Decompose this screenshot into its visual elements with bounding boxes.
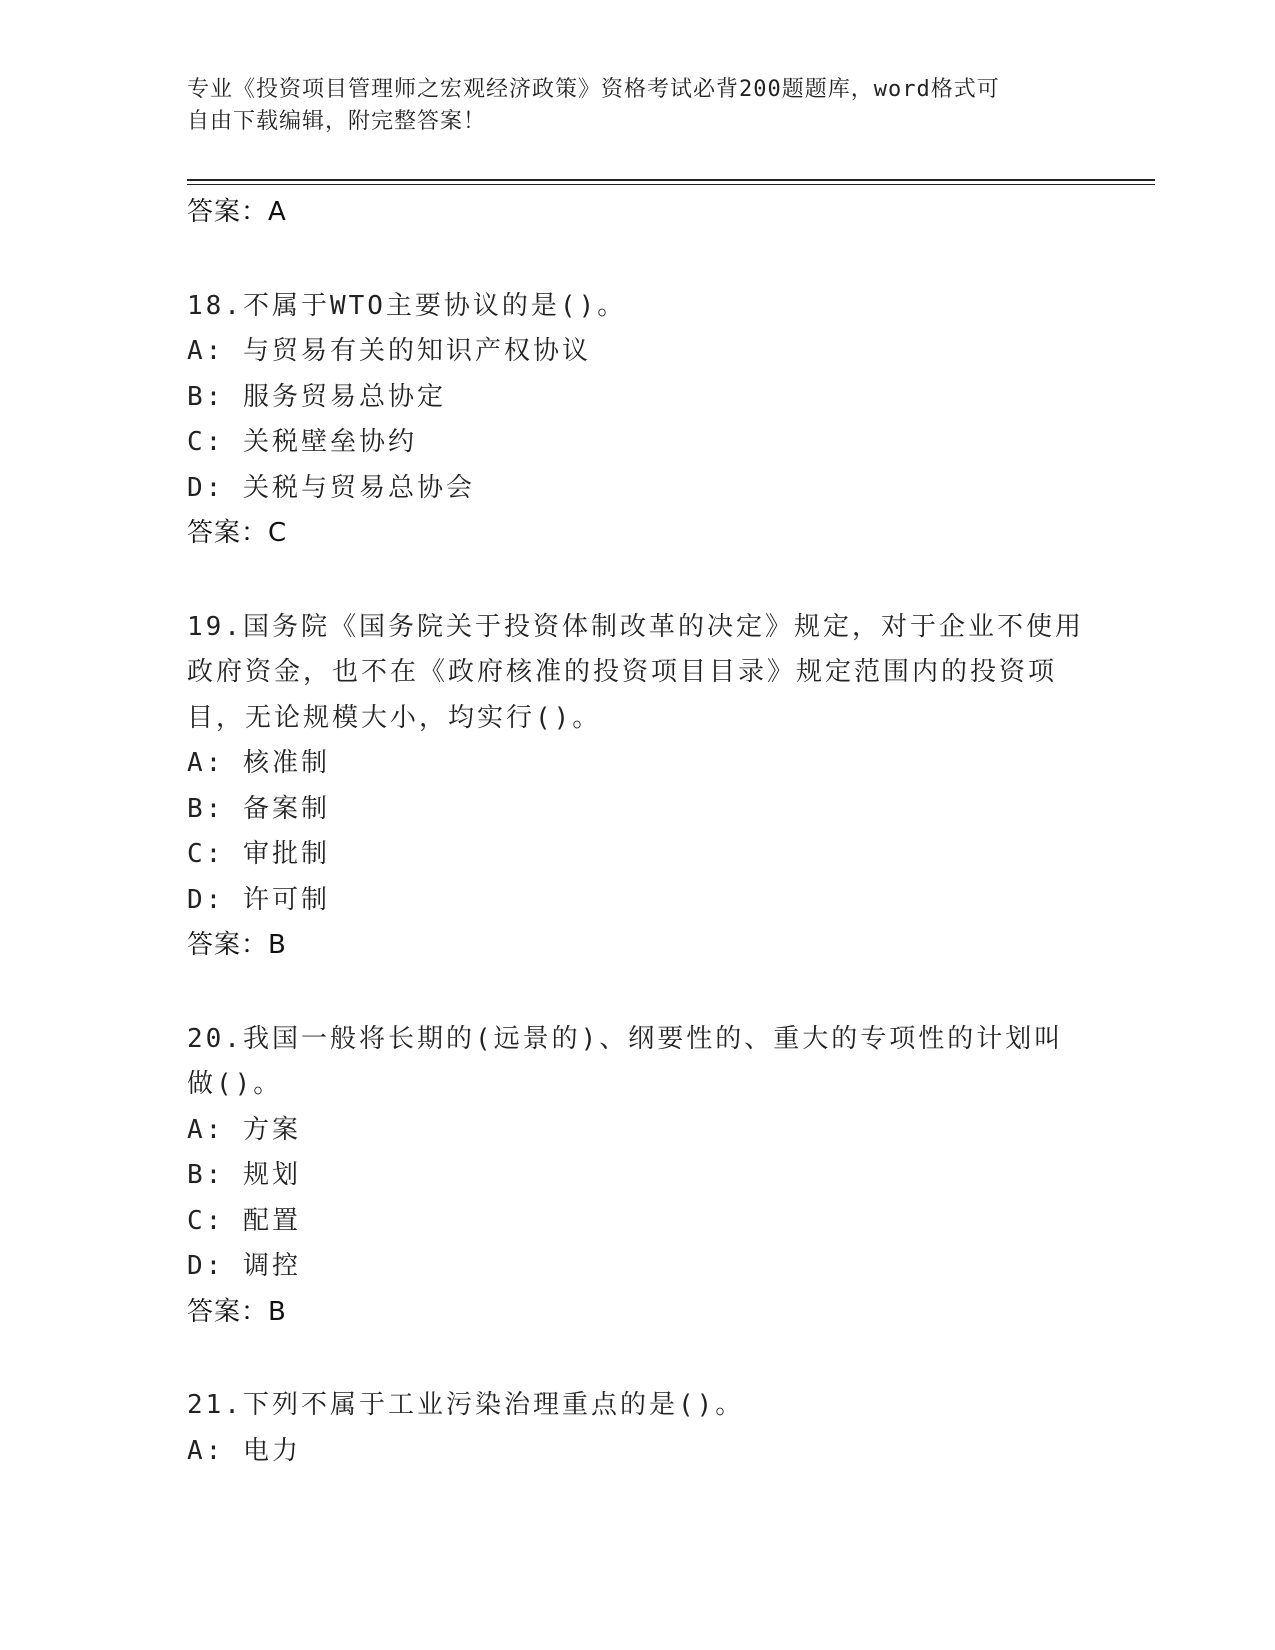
- question-stem: 20.我国一般将长期的(远景的)、纲要性的、重大的专项性的计划叫做()。: [187, 1023, 1064, 1099]
- question-stem: 19.国务院《国务院关于投资体制改革的决定》规定，对于企业不使用政府资金，也不在《政府核准的投资项目目录》规定范围内的投资项目，无论规模大小，均实行()。: [187, 611, 1084, 733]
- question-list: [187, 190, 1087, 1474]
- header-title-line-2: 自由下载编辑，附完整答案！: [187, 109, 487, 134]
- question-item: [187, 284, 1087, 557]
- option-a: A: 电力: [187, 1435, 301, 1466]
- spacer: [187, 236, 1087, 284]
- option-a: A: 核准制: [187, 748, 330, 778]
- answer-line: 答案：B: [187, 1296, 287, 1327]
- answer-line: 答案：A: [187, 197, 287, 227]
- option-b: B: 服务贸易总协定: [187, 381, 446, 412]
- header-rule-thick: [187, 179, 1155, 181]
- option-b: B: 规划: [187, 1160, 301, 1190]
- spacer: [187, 1335, 1087, 1383]
- header-title-line-1: 专业《投资项目管理师之宏观经济政策》资格考试必背200题题库，word格式可: [187, 77, 1000, 102]
- option-b: B: 备案制: [187, 793, 330, 824]
- question-stem: 18.不属于WTO主要协议的是()。: [187, 290, 627, 321]
- option-a: A: 方案: [187, 1114, 301, 1145]
- document-header: [187, 74, 1067, 138]
- option-d: D: 许可制: [187, 884, 330, 915]
- option-c: C: 配置: [187, 1205, 301, 1236]
- question-item: [187, 605, 1087, 969]
- spacer: [187, 557, 1087, 605]
- question-item: [187, 1017, 1087, 1336]
- option-d: D: 调控: [187, 1251, 301, 1281]
- option-d: D: 关税与贸易总协会: [187, 472, 475, 503]
- option-c: C: 关税壁垒协约: [187, 427, 417, 457]
- option-c: C: 审批制: [187, 839, 330, 869]
- header-rule-thin: [187, 184, 1155, 185]
- spacer: [187, 969, 1087, 1017]
- answer-line: 答案：B: [187, 930, 287, 960]
- question-stem: 21.下列不属于工业污染治理重点的是()。: [187, 1390, 745, 1420]
- question-item: [187, 1383, 1087, 1474]
- answer-line: 答案：C: [187, 518, 288, 548]
- option-a: A: 与贸易有关的知识产权协议: [187, 336, 591, 366]
